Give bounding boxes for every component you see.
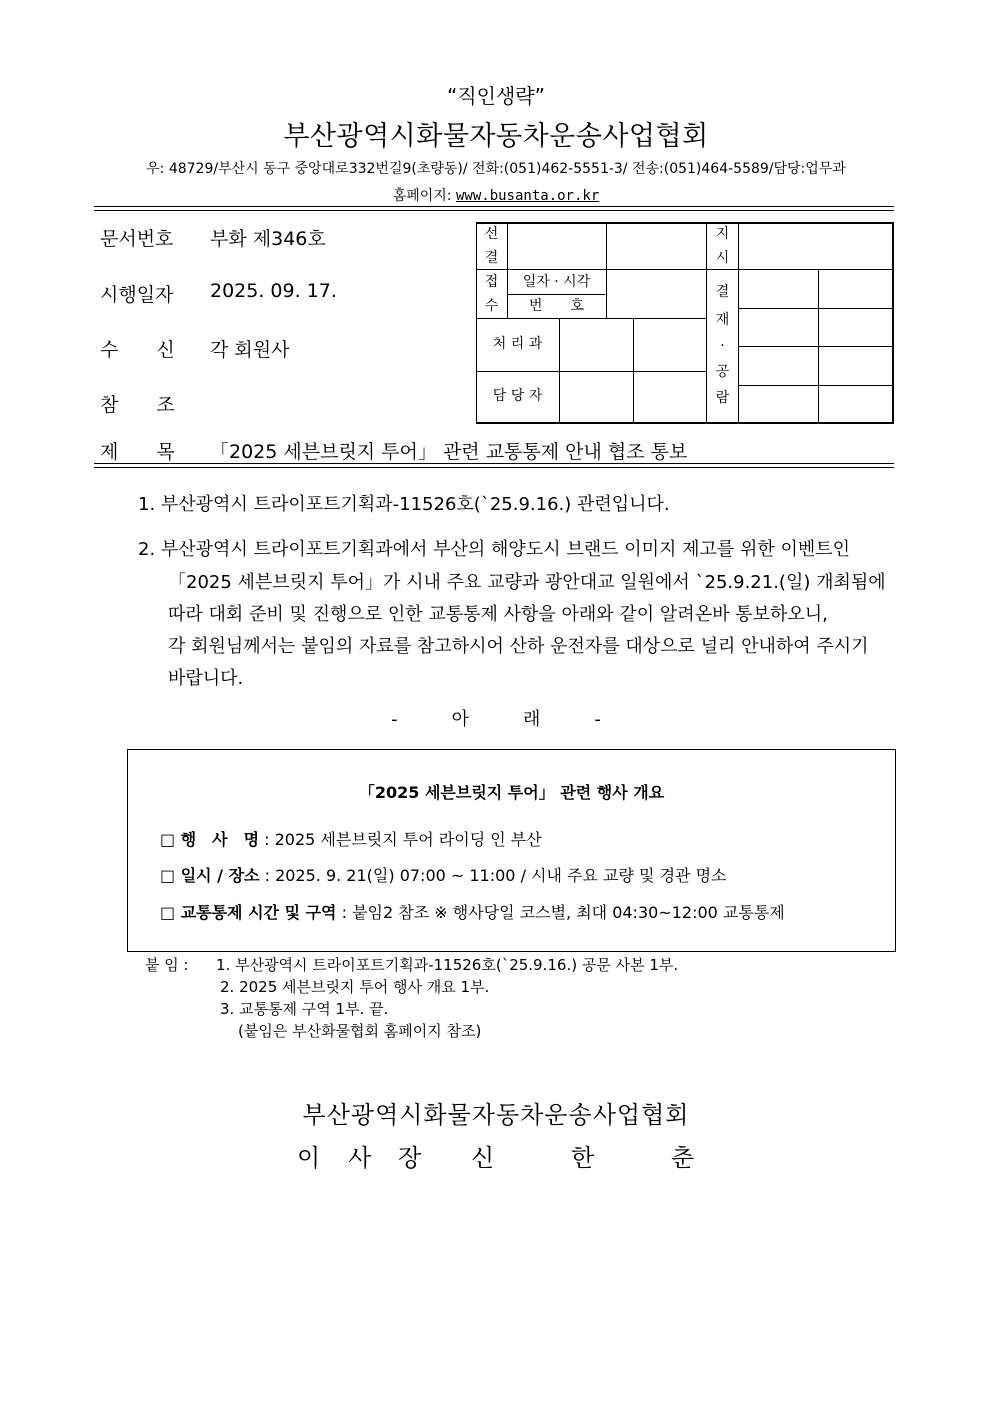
doc-number: 부화 제346호 bbox=[210, 228, 326, 250]
header-double-rule bbox=[94, 206, 894, 211]
approval-char-2: 재 bbox=[715, 312, 730, 328]
footer-organization: 부산광역시화물자동차운송사업협회 bbox=[302, 1101, 690, 1129]
paragraph-2-line-3: 따라 대회 준비 및 진행으로 인한 교통통제 사항을 아래와 같이 알려온바 통보하오니, bbox=[168, 604, 828, 625]
dept-label: 처 리 과 bbox=[492, 336, 543, 352]
datetime-label: 일자 · 시각 bbox=[522, 274, 591, 290]
gyeol-label: 결 bbox=[484, 250, 499, 266]
sign-char-6: 춘 bbox=[671, 1144, 695, 1172]
event-summary-title: 「2025 세븐브릿지 투어」 관련 행사 개요 bbox=[358, 783, 665, 802]
sign-char-1: 이 bbox=[297, 1144, 321, 1172]
approval-char-1: 결 bbox=[715, 284, 730, 300]
paragraph-2-line-4: 각 회원님께서는 붙임의 자료를 참고하시어 산하 운전자를 대상으로 널리 안내하여 주시기 bbox=[168, 636, 869, 657]
subject-double-rule bbox=[94, 463, 894, 468]
below-heading: - 아 래 - bbox=[391, 709, 601, 730]
homepage-line bbox=[0, 185, 992, 205]
approval-char-5: 람 bbox=[715, 390, 730, 406]
event-name-row bbox=[160, 827, 542, 850]
reference-label: 참 조 bbox=[100, 394, 175, 416]
seon-label: 선 bbox=[484, 226, 499, 242]
event-summary-box bbox=[127, 749, 896, 952]
contact-line: 우: 48729/부산시 동구 중앙대로332번길9(초량동)/ 전화:(051)462-5551-3/ 전송:(051)464-5589/담당:업무과 bbox=[146, 161, 846, 177]
seal-omitted-note: “직인생략” bbox=[446, 84, 545, 108]
traffic-control-value: : 붙임2 참조 ※ 행사당일 코스별, 최대 04:30~12:00 교통통제 bbox=[336, 903, 785, 922]
event-name-label: □ 행 사 명 bbox=[160, 830, 260, 849]
homepage-label: 홈페이지: bbox=[392, 188, 452, 204]
person-label: 담 당 자 bbox=[492, 388, 543, 404]
chairman-signature-line bbox=[0, 1138, 992, 1170]
recipient-label: 수 신 bbox=[100, 339, 175, 361]
homepage-link[interactable]: www.busanta.or.kr bbox=[455, 188, 600, 204]
su-label: 수 bbox=[484, 298, 499, 314]
subject-label: 제 목 bbox=[100, 441, 175, 463]
paragraph-1: 1. 부산광역시 트라이포트기획과-11526호(`25.9.16.) 관련입니다. bbox=[138, 494, 670, 515]
event-datetime-row bbox=[160, 863, 727, 886]
doc-number-label: 문서번호 bbox=[100, 228, 174, 250]
event-name-value: : 2025 세븐브릿지 투어 라이딩 인 부산 bbox=[259, 830, 542, 849]
attachment-item-1: 1. 부산광역시 트라이포트기획과-11526호(`25.9.16.) 공문 사본 1부. bbox=[216, 956, 679, 974]
event-datetime-label: □ 일시 / 장소 bbox=[160, 866, 260, 885]
sign-char-4: 신 bbox=[471, 1144, 495, 1172]
attachment-item-2: 2. 2025 세븐브릿지 투어 행사 개요 1부. bbox=[220, 978, 490, 996]
attachment-note: (붙임은 부산화물협회 홈페이지 참조) bbox=[238, 1022, 482, 1040]
traffic-control-row bbox=[160, 900, 785, 923]
attachment-item-3: 3. 교통통제 구역 1부. 끝. bbox=[220, 1000, 389, 1018]
traffic-control-label: □ 교통통제 시간 및 구역 bbox=[160, 903, 337, 922]
paragraph-2-line-5: 바랍니다. bbox=[168, 668, 244, 689]
event-datetime-value: : 2025. 9. 21(일) 07:00 ~ 11:00 / 시내 주요 교량 및 경관 명소 bbox=[259, 866, 727, 885]
ji-label: 지 bbox=[715, 226, 730, 242]
approval-char-3: · bbox=[720, 338, 725, 354]
jeop-label: 접 bbox=[484, 274, 499, 290]
paragraph-2-line-1: 2. 부산광역시 트라이포트기획과에서 부산의 해양도시 브랜드 이미지 제고를 위한 이벤트인 bbox=[138, 539, 851, 560]
issue-date: 2025. 09. 17. bbox=[210, 280, 337, 302]
sign-char-2: 사 bbox=[348, 1144, 372, 1172]
organization-title: 부산광역시화물자동차운송사업협회 bbox=[283, 121, 709, 152]
number-label: 번 호 bbox=[528, 298, 585, 314]
subject-text: 「2025 세븐브릿지 투어」 관련 교통통제 안내 협조 통보 bbox=[210, 441, 688, 463]
attachments-label: 붙 임 : bbox=[145, 956, 189, 974]
sign-char-3: 장 bbox=[398, 1144, 422, 1172]
recipient: 각 회원사 bbox=[210, 339, 290, 361]
paragraph-2-line-2: 「2025 세븐브릿지 투어」가 시내 주요 교량과 광안대교 일원에서 `25.9.21.(일) 개최됨에 bbox=[168, 572, 886, 593]
approval-char-4: 공 bbox=[715, 364, 730, 380]
si-label: 시 bbox=[715, 250, 730, 266]
approval-box bbox=[476, 222, 894, 424]
sign-char-5: 한 bbox=[571, 1144, 595, 1172]
issue-date-label: 시행일자 bbox=[100, 284, 174, 306]
